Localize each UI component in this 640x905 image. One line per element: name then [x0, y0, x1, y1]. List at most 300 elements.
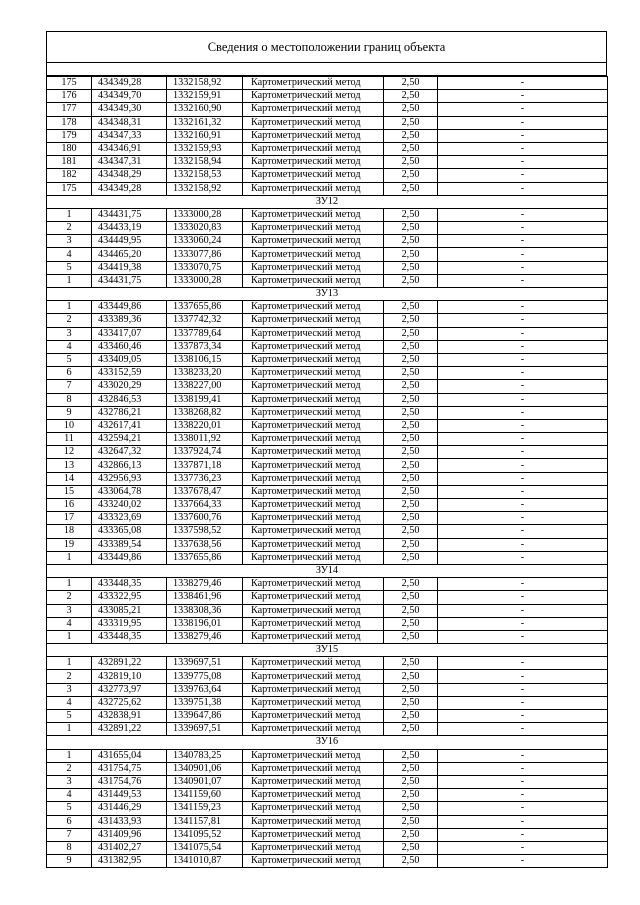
table-row — [47, 657, 608, 670]
precision-cell: 2,50 — [384, 723, 438, 736]
x-coordinate: 434349,28 — [92, 77, 167, 90]
point-number: 3 — [47, 327, 92, 340]
x-coordinate: 431754,76 — [92, 775, 167, 788]
y-coordinate: 1332158,94 — [167, 156, 243, 169]
y-coordinate: 1337924,74 — [167, 446, 243, 459]
table-row — [47, 841, 608, 854]
precision-cell: 2,50 — [384, 485, 438, 498]
method-cell: Картометрический метод — [243, 802, 384, 815]
table-row — [47, 485, 608, 498]
point-number: 9 — [47, 855, 92, 868]
x-coordinate: 432891,22 — [92, 723, 167, 736]
y-coordinate: 1339751,38 — [167, 696, 243, 709]
point-number: 3 — [47, 775, 92, 788]
precision-cell: 2,50 — [384, 775, 438, 788]
section-title: ЗУ13 — [47, 288, 608, 301]
x-coordinate: 434349,70 — [92, 90, 167, 103]
method-cell: Картометрический метод — [243, 222, 384, 235]
table-row — [47, 433, 608, 446]
description-cell: - — [438, 340, 608, 353]
precision-cell: 2,50 — [384, 525, 438, 538]
description-cell: - — [438, 301, 608, 314]
precision-cell: 2,50 — [384, 142, 438, 155]
x-coordinate: 433064,78 — [92, 485, 167, 498]
table-row — [47, 683, 608, 696]
table-row — [47, 472, 608, 485]
y-coordinate: 1338106,15 — [167, 353, 243, 366]
table-row — [47, 551, 608, 564]
table-row — [47, 274, 608, 287]
x-coordinate: 432891,22 — [92, 657, 167, 670]
point-number: 10 — [47, 419, 92, 432]
x-coordinate: 433460,46 — [92, 340, 167, 353]
y-coordinate: 1333000,28 — [167, 274, 243, 287]
description-cell: - — [438, 235, 608, 248]
description-cell: - — [438, 129, 608, 142]
description-cell: - — [438, 222, 608, 235]
point-number: 2 — [47, 222, 92, 235]
method-cell: Картометрический метод — [243, 683, 384, 696]
precision-cell: 2,50 — [384, 248, 438, 261]
method-cell: Картометрический метод — [243, 208, 384, 221]
description-cell: - — [438, 261, 608, 274]
x-coordinate: 433152,59 — [92, 367, 167, 380]
x-coordinate: 432846,53 — [92, 393, 167, 406]
precision-cell: 2,50 — [384, 340, 438, 353]
method-cell: Картометрический метод — [243, 485, 384, 498]
y-coordinate: 1337598,52 — [167, 525, 243, 538]
precision-cell: 2,50 — [384, 657, 438, 670]
x-coordinate: 434431,75 — [92, 208, 167, 221]
precision-cell: 2,50 — [384, 604, 438, 617]
point-number: 9 — [47, 406, 92, 419]
method-cell: Картометрический метод — [243, 828, 384, 841]
description-cell: - — [438, 617, 608, 630]
table-row — [47, 670, 608, 683]
y-coordinate: 1340901,07 — [167, 775, 243, 788]
x-coordinate: 431655,04 — [92, 749, 167, 762]
precision-cell: 2,50 — [384, 129, 438, 142]
method-cell: Картометрический метод — [243, 301, 384, 314]
table-row — [47, 512, 608, 525]
point-number: 2 — [47, 670, 92, 683]
precision-cell: 2,50 — [384, 301, 438, 314]
method-cell: Картометрический метод — [243, 380, 384, 393]
point-number: 7 — [47, 828, 92, 841]
method-cell: Картометрический метод — [243, 116, 384, 129]
section-header-row — [47, 644, 608, 657]
y-coordinate: 1337664,33 — [167, 499, 243, 512]
x-coordinate: 434465,20 — [92, 248, 167, 261]
x-coordinate: 433448,35 — [92, 630, 167, 643]
description-cell: - — [438, 485, 608, 498]
description-cell: - — [438, 578, 608, 591]
method-cell: Картометрический метод — [243, 353, 384, 366]
table-row — [47, 710, 608, 723]
x-coordinate: 433389,54 — [92, 538, 167, 551]
x-coordinate: 433319,95 — [92, 617, 167, 630]
point-number: 4 — [47, 789, 92, 802]
point-number: 175 — [47, 182, 92, 195]
section-header-row — [47, 195, 608, 208]
method-cell: Картометрический метод — [243, 749, 384, 762]
y-coordinate: 1332161,32 — [167, 116, 243, 129]
description-cell: - — [438, 353, 608, 366]
description-cell: - — [438, 433, 608, 446]
precision-cell: 2,50 — [384, 235, 438, 248]
method-cell: Картометрический метод — [243, 815, 384, 828]
table-row — [47, 815, 608, 828]
point-number: 4 — [47, 248, 92, 261]
point-number: 1 — [47, 301, 92, 314]
y-coordinate: 1341159,60 — [167, 789, 243, 802]
method-cell: Картометрический метод — [243, 499, 384, 512]
description-cell: - — [438, 472, 608, 485]
y-coordinate: 1337789,64 — [167, 327, 243, 340]
table-row — [47, 235, 608, 248]
y-coordinate: 1338227,00 — [167, 380, 243, 393]
precision-cell: 2,50 — [384, 446, 438, 459]
precision-cell: 2,50 — [384, 749, 438, 762]
precision-cell: 2,50 — [384, 855, 438, 868]
description-cell: - — [438, 367, 608, 380]
x-coordinate: 433365,08 — [92, 525, 167, 538]
precision-cell: 2,50 — [384, 841, 438, 854]
point-number: 8 — [47, 393, 92, 406]
precision-cell: 2,50 — [384, 274, 438, 287]
table-row — [47, 380, 608, 393]
method-cell: Картометрический метод — [243, 841, 384, 854]
method-cell: Картометрический метод — [243, 512, 384, 525]
point-number: 1 — [47, 657, 92, 670]
precision-cell: 2,50 — [384, 710, 438, 723]
x-coordinate: 433020,29 — [92, 380, 167, 393]
y-coordinate: 1332158,53 — [167, 169, 243, 182]
table-row — [47, 855, 608, 868]
section-title: ЗУ16 — [47, 736, 608, 749]
y-coordinate: 1337742,32 — [167, 314, 243, 327]
description-cell: - — [438, 182, 608, 195]
y-coordinate: 1340901,06 — [167, 762, 243, 775]
x-coordinate: 431409,96 — [92, 828, 167, 841]
method-cell: Картометрический метод — [243, 129, 384, 142]
y-coordinate: 1341075,54 — [167, 841, 243, 854]
method-cell: Картометрический метод — [243, 367, 384, 380]
method-cell: Картометрический метод — [243, 77, 384, 90]
precision-cell: 2,50 — [384, 828, 438, 841]
description-cell: - — [438, 77, 608, 90]
y-coordinate: 1339763,64 — [167, 683, 243, 696]
x-coordinate: 434348,31 — [92, 116, 167, 129]
table-row — [47, 762, 608, 775]
table-row — [47, 208, 608, 221]
y-coordinate: 1338279,46 — [167, 630, 243, 643]
description-cell: - — [438, 762, 608, 775]
precision-cell: 2,50 — [384, 182, 438, 195]
section-header-row — [47, 736, 608, 749]
y-coordinate: 1341159,23 — [167, 802, 243, 815]
point-number: 16 — [47, 499, 92, 512]
table-row — [47, 77, 608, 90]
y-coordinate: 1333077,86 — [167, 248, 243, 261]
method-cell: Картометрический метод — [243, 327, 384, 340]
table-row — [47, 775, 608, 788]
description-cell: - — [438, 380, 608, 393]
x-coordinate: 431402,27 — [92, 841, 167, 854]
method-cell: Картометрический метод — [243, 525, 384, 538]
method-cell: Картометрический метод — [243, 314, 384, 327]
point-number: 2 — [47, 314, 92, 327]
y-coordinate: 1337600,76 — [167, 512, 243, 525]
table-row — [47, 222, 608, 235]
table-row — [47, 723, 608, 736]
method-cell: Картометрический метод — [243, 182, 384, 195]
point-number: 182 — [47, 169, 92, 182]
point-number: 8 — [47, 841, 92, 854]
precision-cell: 2,50 — [384, 472, 438, 485]
description-cell: - — [438, 274, 608, 287]
precision-cell: 2,50 — [384, 156, 438, 169]
description-cell: - — [438, 855, 608, 868]
y-coordinate: 1341095,52 — [167, 828, 243, 841]
method-cell: Картометрический метод — [243, 604, 384, 617]
description-cell: - — [438, 749, 608, 762]
description-cell: - — [438, 841, 608, 854]
table-row — [47, 156, 608, 169]
precision-cell: 2,50 — [384, 762, 438, 775]
x-coordinate: 432786,21 — [92, 406, 167, 419]
precision-cell: 2,50 — [384, 815, 438, 828]
table-row — [47, 103, 608, 116]
x-coordinate: 432956,93 — [92, 472, 167, 485]
x-coordinate: 433323,69 — [92, 512, 167, 525]
table-row — [47, 393, 608, 406]
point-number: 179 — [47, 129, 92, 142]
table-row — [47, 630, 608, 643]
description-cell: - — [438, 248, 608, 261]
table-row — [47, 499, 608, 512]
point-number: 176 — [47, 90, 92, 103]
method-cell: Картометрический метод — [243, 142, 384, 155]
method-cell: Картометрический метод — [243, 578, 384, 591]
x-coordinate: 434348,29 — [92, 169, 167, 182]
y-coordinate: 1338199,41 — [167, 393, 243, 406]
x-coordinate: 432838,91 — [92, 710, 167, 723]
section-header-row — [47, 564, 608, 577]
precision-cell: 2,50 — [384, 353, 438, 366]
x-coordinate: 432617,41 — [92, 419, 167, 432]
y-coordinate: 1338308,36 — [167, 604, 243, 617]
y-coordinate: 1337873,34 — [167, 340, 243, 353]
y-coordinate: 1338268,82 — [167, 406, 243, 419]
section-title: ЗУ12 — [47, 195, 608, 208]
y-coordinate: 1333000,28 — [167, 208, 243, 221]
point-number: 1 — [47, 578, 92, 591]
y-coordinate: 1338196,01 — [167, 617, 243, 630]
table-row — [47, 789, 608, 802]
method-cell: Картометрический метод — [243, 710, 384, 723]
table-row — [47, 749, 608, 762]
description-cell: - — [438, 591, 608, 604]
y-coordinate: 1332160,90 — [167, 103, 243, 116]
method-cell: Картометрический метод — [243, 103, 384, 116]
point-number: 1 — [47, 630, 92, 643]
x-coordinate: 433449,86 — [92, 551, 167, 564]
y-coordinate: 1338220,01 — [167, 419, 243, 432]
description-cell: - — [438, 459, 608, 472]
table-row — [47, 314, 608, 327]
method-cell: Картометрический метод — [243, 248, 384, 261]
precision-cell: 2,50 — [384, 802, 438, 815]
method-cell: Картометрический метод — [243, 670, 384, 683]
method-cell: Картометрический метод — [243, 723, 384, 736]
y-coordinate: 1337638,56 — [167, 538, 243, 551]
point-number: 3 — [47, 235, 92, 248]
x-coordinate: 431382,95 — [92, 855, 167, 868]
precision-cell: 2,50 — [384, 630, 438, 643]
method-cell: Картометрический метод — [243, 617, 384, 630]
method-cell: Картометрический метод — [243, 459, 384, 472]
y-coordinate: 1332159,93 — [167, 142, 243, 155]
description-cell: - — [438, 525, 608, 538]
description-cell: - — [438, 327, 608, 340]
method-cell: Картометрический метод — [243, 446, 384, 459]
method-cell: Картометрический метод — [243, 551, 384, 564]
point-number: 1 — [47, 551, 92, 564]
x-coordinate: 432725,62 — [92, 696, 167, 709]
precision-cell: 2,50 — [384, 169, 438, 182]
description-cell: - — [438, 723, 608, 736]
precision-cell: 2,50 — [384, 77, 438, 90]
y-coordinate: 1339775,08 — [167, 670, 243, 683]
precision-cell: 2,50 — [384, 459, 438, 472]
description-cell: - — [438, 499, 608, 512]
method-cell: Картометрический метод — [243, 591, 384, 604]
precision-cell: 2,50 — [384, 670, 438, 683]
point-number: 3 — [47, 604, 92, 617]
point-number: 18 — [47, 525, 92, 538]
precision-cell: 2,50 — [384, 103, 438, 116]
point-number: 11 — [47, 433, 92, 446]
point-number: 15 — [47, 485, 92, 498]
y-coordinate: 1332160,91 — [167, 129, 243, 142]
header-spacer — [46, 63, 607, 76]
precision-cell: 2,50 — [384, 90, 438, 103]
point-number: 1 — [47, 208, 92, 221]
description-cell: - — [438, 446, 608, 459]
x-coordinate: 433389,36 — [92, 314, 167, 327]
point-number: 6 — [47, 815, 92, 828]
precision-cell: 2,50 — [384, 380, 438, 393]
method-cell: Картометрический метод — [243, 696, 384, 709]
x-coordinate: 433409,05 — [92, 353, 167, 366]
precision-cell: 2,50 — [384, 393, 438, 406]
x-coordinate: 431446,29 — [92, 802, 167, 815]
x-coordinate: 434347,31 — [92, 156, 167, 169]
description-cell: - — [438, 551, 608, 564]
precision-cell: 2,50 — [384, 419, 438, 432]
x-coordinate: 432819,10 — [92, 670, 167, 683]
point-number: 178 — [47, 116, 92, 129]
x-coordinate: 432773,97 — [92, 683, 167, 696]
x-coordinate: 434347,33 — [92, 129, 167, 142]
method-cell: Картометрический метод — [243, 261, 384, 274]
y-coordinate: 1341010,87 — [167, 855, 243, 868]
description-cell: - — [438, 828, 608, 841]
description-cell: - — [438, 657, 608, 670]
description-cell: - — [438, 116, 608, 129]
precision-cell: 2,50 — [384, 617, 438, 630]
method-cell: Картометрический метод — [243, 775, 384, 788]
y-coordinate: 1339647,86 — [167, 710, 243, 723]
y-coordinate: 1338011,92 — [167, 433, 243, 446]
description-cell: - — [438, 538, 608, 551]
description-cell: - — [438, 512, 608, 525]
point-number: 175 — [47, 77, 92, 90]
point-number: 1 — [47, 723, 92, 736]
precision-cell: 2,50 — [384, 327, 438, 340]
method-cell: Картометрический метод — [243, 169, 384, 182]
x-coordinate: 434419,38 — [92, 261, 167, 274]
point-number: 6 — [47, 367, 92, 380]
table-row — [47, 142, 608, 155]
precision-cell: 2,50 — [384, 208, 438, 221]
x-coordinate: 433417,07 — [92, 327, 167, 340]
table-row — [47, 446, 608, 459]
table-row — [47, 353, 608, 366]
method-cell: Картометрический метод — [243, 630, 384, 643]
method-cell: Картометрический метод — [243, 472, 384, 485]
description-cell: - — [438, 802, 608, 815]
x-coordinate: 432866,13 — [92, 459, 167, 472]
point-number: 2 — [47, 591, 92, 604]
y-coordinate: 1332158,92 — [167, 77, 243, 90]
description-cell: - — [438, 696, 608, 709]
method-cell: Картометрический метод — [243, 433, 384, 446]
method-cell: Картометрический метод — [243, 855, 384, 868]
point-number: 17 — [47, 512, 92, 525]
x-coordinate: 432647,32 — [92, 446, 167, 459]
point-number: 14 — [47, 472, 92, 485]
y-coordinate: 1332158,92 — [167, 182, 243, 195]
description-cell: - — [438, 630, 608, 643]
method-cell: Картометрический метод — [243, 340, 384, 353]
section-header-row — [47, 288, 608, 301]
x-coordinate: 434346,91 — [92, 142, 167, 155]
method-cell: Картометрический метод — [243, 762, 384, 775]
description-cell: - — [438, 90, 608, 103]
point-number: 180 — [47, 142, 92, 155]
x-coordinate: 434449,95 — [92, 235, 167, 248]
y-coordinate: 1338233,20 — [167, 367, 243, 380]
table-row — [47, 591, 608, 604]
point-number: 177 — [47, 103, 92, 116]
method-cell: Картометрический метод — [243, 235, 384, 248]
x-coordinate: 431449,53 — [92, 789, 167, 802]
coordinates-table-body — [47, 77, 608, 868]
point-number: 4 — [47, 696, 92, 709]
point-number: 7 — [47, 380, 92, 393]
y-coordinate: 1333060,24 — [167, 235, 243, 248]
x-coordinate: 433085,21 — [92, 604, 167, 617]
y-coordinate: 1339697,51 — [167, 657, 243, 670]
x-coordinate: 434433,19 — [92, 222, 167, 235]
point-number: 13 — [47, 459, 92, 472]
y-coordinate: 1332159,91 — [167, 90, 243, 103]
precision-cell: 2,50 — [384, 512, 438, 525]
precision-cell: 2,50 — [384, 591, 438, 604]
table-row — [47, 406, 608, 419]
